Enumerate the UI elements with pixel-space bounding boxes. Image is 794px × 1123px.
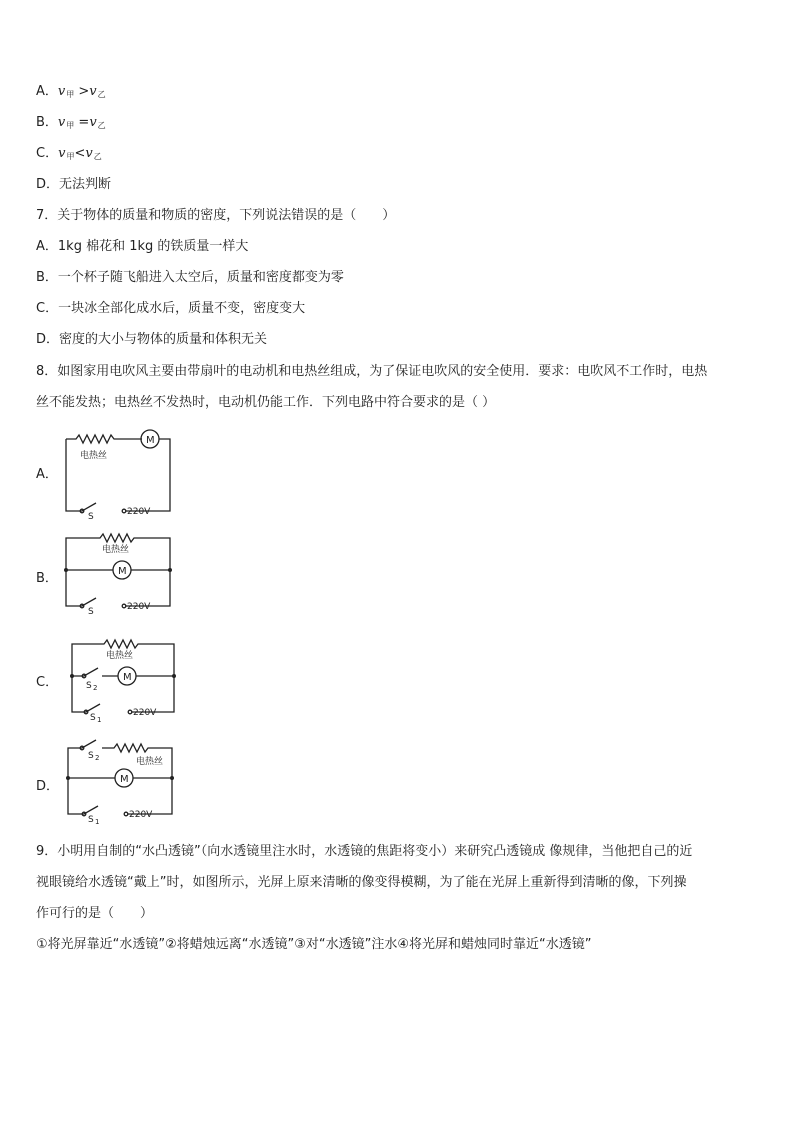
switch-label: S	[88, 607, 94, 617]
voltage-label: 220V	[127, 602, 151, 612]
velocity-symbol: v	[58, 146, 66, 161]
q9-line3: 作可行的是（ ）	[36, 906, 154, 921]
heater-label: 电热丝	[136, 757, 164, 767]
voltage-label: 220V	[127, 507, 151, 517]
subscript: 甲	[66, 90, 75, 99]
q8-stem-line2: 丝不能发热；电热丝不发热时，电动机仍能工作．下列电路中符合要求的是（ ）	[36, 395, 496, 410]
q8-option-c-label: C．	[36, 675, 59, 690]
velocity-symbol: v	[57, 84, 66, 99]
q6-option-d: D．无法判断	[36, 177, 112, 192]
q6-option-a	[36, 83, 106, 104]
q8-stem-line1: 8．如图家用电吹风主要由带扇叶的电动机和电热丝组成，为了保证电吹风的安全使用．要求：电吹风不工作时，电热	[36, 364, 708, 379]
switch-s2-subscript: 2	[95, 754, 100, 762]
heater-label: 电热丝	[106, 651, 134, 661]
heater-label: 电热丝	[102, 545, 130, 555]
terminal	[128, 710, 132, 714]
option-letter: B．	[36, 115, 58, 130]
subscript: 甲	[66, 121, 75, 130]
heater-wire	[66, 435, 142, 443]
q6-option-b	[36, 114, 106, 135]
operator: <	[74, 146, 86, 161]
velocity-symbol: v	[57, 115, 66, 130]
heater-label: 电热丝	[80, 451, 108, 461]
velocity-symbol: v	[89, 115, 97, 130]
switch-s2-subscript: 2	[93, 684, 98, 692]
subscript: 乙	[97, 121, 106, 130]
option-letter: C．	[36, 146, 59, 161]
motor-label: M	[118, 566, 127, 577]
motor-label: M	[120, 774, 129, 785]
subscript: 乙	[97, 90, 106, 99]
wire-right	[126, 439, 170, 511]
q7-option-b: B．一个杯子随飞船进入太空后，质量和密度都变为零	[36, 270, 344, 285]
operator: =	[74, 115, 90, 130]
velocity-symbol: v	[89, 84, 97, 99]
q7-stem: 7．关于物体的质量和物质的密度，下列说法错误的是（ ）	[36, 208, 396, 223]
q9-line1: 9．小明用自制的“水凸透镜”（向水透镜里注水时，水透镜的焦距将变小）来研究凸透镜成 像规律，当他把自己的近	[36, 844, 693, 859]
voltage-label: 220V	[133, 708, 157, 718]
subscript: 甲	[66, 152, 75, 161]
q8-option-d-label: D．	[36, 779, 60, 794]
terminal	[122, 604, 126, 608]
q7-option-d: D．密度的大小与物体的质量和体积无关	[36, 332, 268, 347]
motor-label: M	[123, 672, 132, 683]
terminal	[122, 509, 126, 513]
q8-option-a-label: A．	[36, 467, 58, 482]
switch-s2-label: S	[88, 751, 94, 761]
circuit-diagram-d	[62, 738, 182, 828]
switch-label: S	[88, 512, 94, 522]
q9-line2: 视眼镜给水透镜“戴上”时，如图所示，光屏上原来清晰的像变得模糊，为了能在光屏上重新得到清晰的像，下列操	[36, 875, 687, 890]
circuit-diagram-c	[62, 636, 182, 724]
voltage-label: 220V	[129, 810, 153, 820]
option-letter: A．	[36, 84, 58, 99]
q6-option-c	[36, 145, 102, 166]
switch-s1-label: S	[90, 713, 96, 723]
switch-s1-label: S	[88, 815, 94, 825]
q8-option-b-label: B．	[36, 571, 58, 586]
wire-left	[66, 439, 96, 511]
switch-s1-subscript: 1	[95, 818, 100, 826]
velocity-symbol: v	[85, 146, 93, 161]
operator: >	[74, 84, 90, 99]
switch-s2-label: S	[86, 681, 92, 691]
subscript: 乙	[93, 152, 102, 161]
circuit-diagram-b	[60, 530, 180, 618]
motor-label: M	[146, 435, 155, 446]
q7-option-c: C．一块冰全部化成水后，质量不变，密度变大	[36, 301, 306, 316]
circuit-diagram-a	[60, 425, 180, 520]
terminal	[124, 812, 128, 816]
q9-line4: ①将光屏靠近“水透镜”②将蜡烛远离“水透镜”③对“水透镜”注水④将光屏和蜡烛同时靠近“水透镜”	[36, 937, 592, 952]
switch-s1-subscript: 1	[97, 716, 102, 724]
q7-option-a: A．1kg 棉花和 1kg 的铁质量一样大	[36, 239, 249, 254]
